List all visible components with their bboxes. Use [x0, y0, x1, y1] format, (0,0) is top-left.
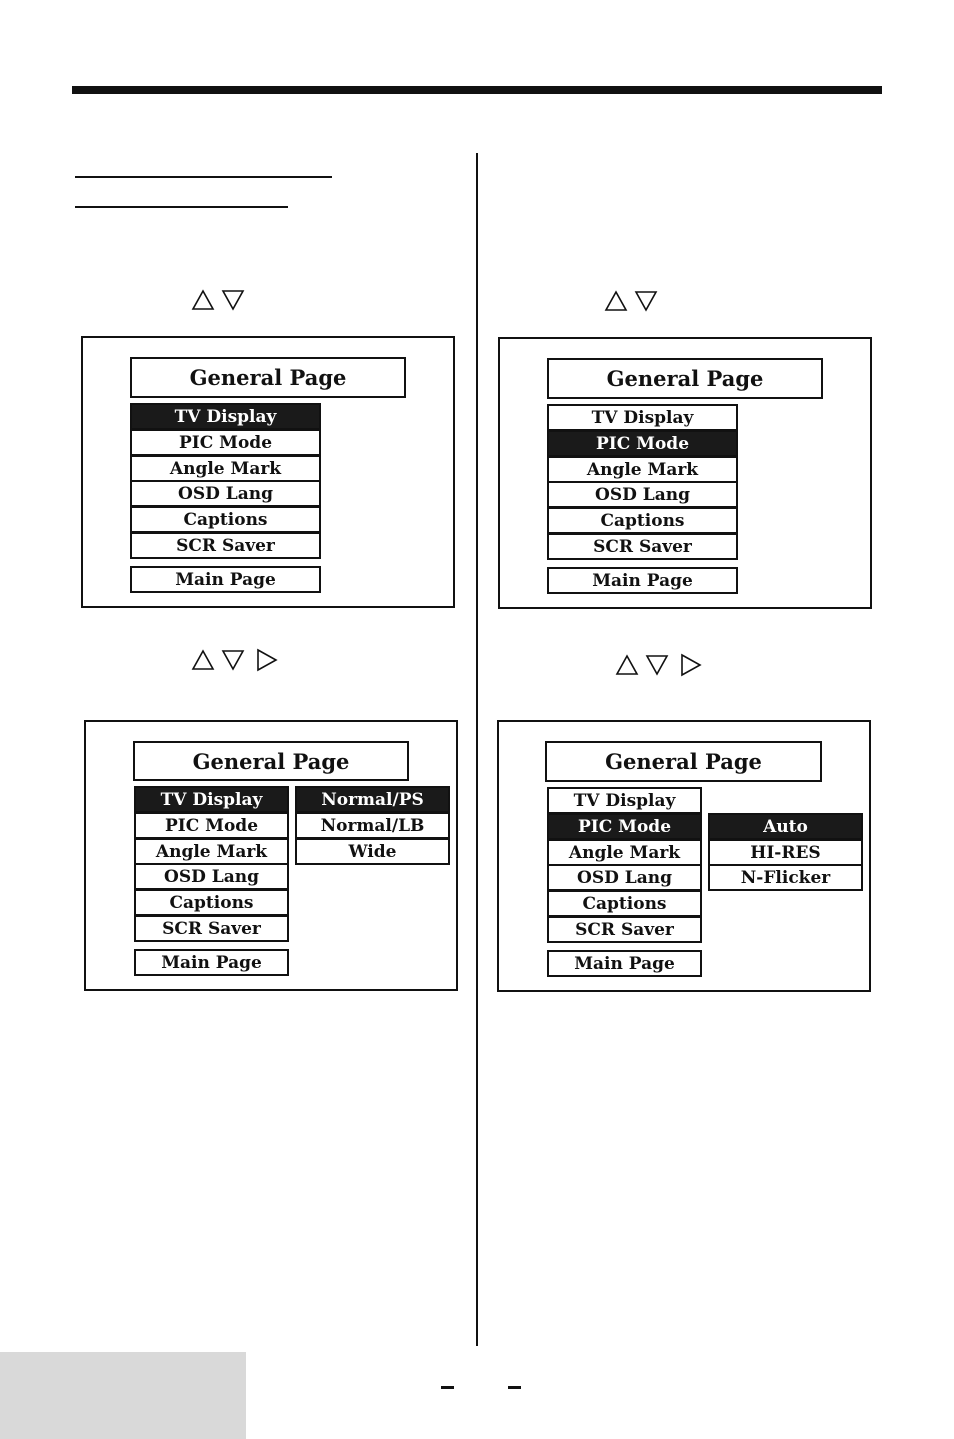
menu-title: General Page [133, 741, 409, 781]
arrows-step-1 [191, 289, 245, 311]
osd-panel-pic-mode [498, 337, 872, 609]
down-triangle-icon [221, 649, 245, 671]
submenu-option-hi-res[interactable]: HI-RES [708, 839, 863, 866]
menu-item-captions[interactable]: Captions [547, 507, 738, 534]
submenu-option-wide[interactable]: Wide [295, 838, 450, 865]
submenu-option-normal-ps[interactable]: Normal/PS [295, 786, 450, 813]
osd-panel-tv-display [81, 336, 455, 608]
menu-item-scr-saver[interactable]: SCR Saver [547, 533, 738, 560]
menu-item-captions[interactable]: Captions [130, 506, 321, 533]
down-triangle-icon [645, 654, 669, 676]
menu-item-osd-lang[interactable]: OSD Lang [130, 480, 321, 507]
menu-item-pic-mode[interactable]: PIC Mode [547, 813, 702, 840]
up-triangle-icon [615, 654, 639, 676]
menu-item-tv-display[interactable]: TV Display [547, 787, 702, 814]
menu-item-main-page[interactable]: Main Page [134, 949, 289, 976]
arrows-step-4 [615, 653, 703, 677]
up-triangle-icon [191, 289, 215, 311]
footer-shaded-box [0, 1352, 246, 1439]
right-triangle-icon [679, 653, 703, 677]
menu-item-captions[interactable]: Captions [547, 890, 702, 917]
footer-dash-left [441, 1386, 454, 1389]
submenu-option-auto[interactable]: Auto [708, 813, 863, 840]
menu-item-tv-display[interactable]: TV Display [130, 403, 321, 430]
menu-title: General Page [547, 358, 823, 399]
down-triangle-icon [221, 289, 245, 311]
menu-item-scr-saver[interactable]: SCR Saver [134, 915, 289, 942]
submenu-option-n-flicker[interactable]: N-Flicker [708, 864, 863, 891]
menu-title: General Page [545, 741, 822, 782]
up-triangle-icon [191, 649, 215, 671]
menu-item-angle-mark[interactable]: Angle Mark [130, 455, 321, 482]
menu-item-scr-saver[interactable]: SCR Saver [547, 916, 702, 943]
menu-item-angle-mark[interactable]: Angle Mark [547, 839, 702, 866]
menu-item-pic-mode[interactable]: PIC Mode [134, 812, 289, 839]
menu-item-osd-lang[interactable]: OSD Lang [547, 864, 702, 891]
right-triangle-icon [255, 648, 279, 672]
menu-item-captions[interactable]: Captions [134, 889, 289, 916]
submenu-option-normal-lb[interactable]: Normal/LB [295, 812, 450, 839]
arrows-step-2 [604, 290, 658, 312]
heading-underline [75, 176, 332, 178]
menu-item-main-page[interactable]: Main Page [547, 950, 702, 977]
osd-panel-pic-mode-submenu [497, 720, 871, 992]
menu-item-osd-lang[interactable]: OSD Lang [134, 863, 289, 890]
menu-item-tv-display[interactable]: TV Display [547, 404, 738, 431]
menu-item-main-page[interactable]: Main Page [547, 567, 738, 594]
footer-dash-right [508, 1386, 521, 1389]
column-divider [476, 153, 478, 1346]
menu-item-osd-lang[interactable]: OSD Lang [547, 481, 738, 508]
menu-item-main-page[interactable]: Main Page [130, 566, 321, 593]
menu-item-tv-display[interactable]: TV Display [134, 786, 289, 813]
osd-panel-tv-display-submenu [84, 720, 458, 991]
menu-item-scr-saver[interactable]: SCR Saver [130, 532, 321, 559]
menu-item-pic-mode[interactable]: PIC Mode [547, 430, 738, 457]
down-triangle-icon [634, 290, 658, 312]
menu-item-pic-mode[interactable]: PIC Mode [130, 429, 321, 456]
menu-item-angle-mark[interactable]: Angle Mark [547, 456, 738, 483]
top-rule [72, 86, 882, 94]
up-triangle-icon [604, 290, 628, 312]
menu-title: General Page [130, 357, 406, 398]
arrows-step-3 [191, 648, 279, 672]
subheading-underline [75, 206, 288, 208]
menu-item-angle-mark[interactable]: Angle Mark [134, 838, 289, 865]
